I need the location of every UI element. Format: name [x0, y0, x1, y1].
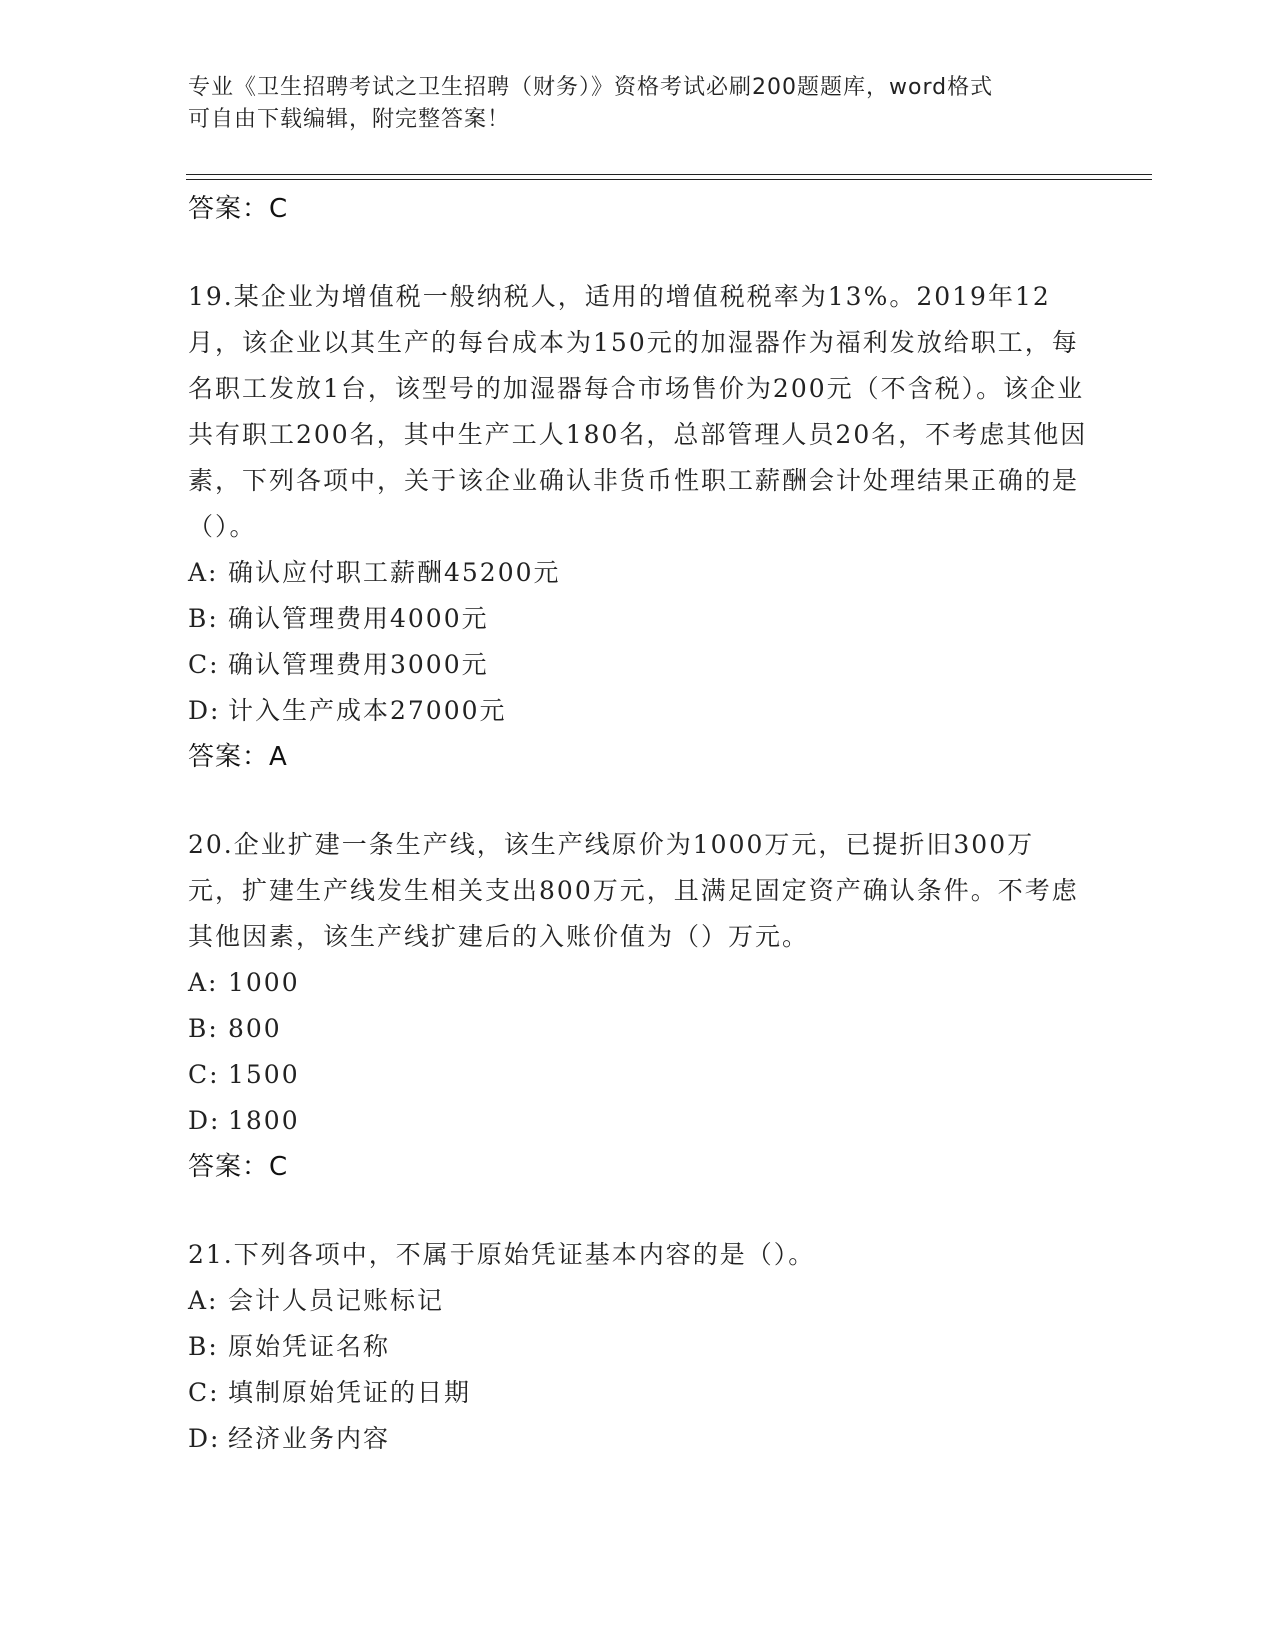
option-a [188, 550, 1088, 596]
answer-line: 答案：C [188, 194, 289, 224]
option-text: 原始凭证名称 [228, 1332, 391, 1361]
option-c [188, 1370, 1088, 1416]
question-block [188, 274, 1088, 780]
header-line-1: 专业《卫生招聘考试之卫生招聘（财务）》资格考试必刷200题题库，word格式 [188, 75, 994, 100]
option-key: C: [188, 650, 220, 679]
option-key: D: [188, 1106, 221, 1135]
option-a [188, 960, 1088, 1006]
option-b [188, 596, 1088, 642]
option-text: 会计人员记账标记 [228, 1286, 445, 1315]
option-key: C: [188, 1060, 220, 1089]
option-text: 确认应付职工薪酬45200元 [228, 558, 561, 587]
option-d [188, 688, 1088, 734]
option-text: 经济业务内容 [228, 1424, 391, 1453]
question-block [188, 1232, 1088, 1462]
option-text: 填制原始凭证的日期 [228, 1378, 472, 1407]
option-key: B: [188, 1332, 219, 1361]
document-body [188, 186, 1088, 1462]
option-text: 800 [228, 1014, 282, 1043]
option-text: 1800 [228, 1106, 300, 1135]
option-key: A: [188, 1286, 219, 1315]
option-text: 1000 [228, 968, 300, 997]
answer-line: 答案：A [188, 742, 288, 772]
document-header [188, 72, 1088, 136]
option-text: 1500 [228, 1060, 300, 1089]
option-key: D: [188, 1424, 221, 1453]
option-d [188, 1416, 1088, 1462]
spacer [188, 780, 1088, 822]
option-b [188, 1006, 1088, 1052]
spacer [188, 232, 1088, 274]
option-a [188, 1278, 1088, 1324]
option-d [188, 1098, 1088, 1144]
option-key: C: [188, 1378, 220, 1407]
option-b [188, 1324, 1088, 1370]
option-c [188, 1052, 1088, 1098]
question-stem: 19.某企业为增值税一般纳税人，适用的增值税税率为13%。2019年12月，该企业以其生产的每台成本为150元的加湿器作为福利发放给职工，每名职工发放1台，该型号的加湿器每合市场售价为200元（不含税）。该企业共有职工200名，其中生产工人180名，总部管理人员20名，不考虑其他因素，下列各项中，关于该企业确认非货币性职工薪酬会计处理结果正确的是（）。 [188, 282, 1088, 541]
option-key: B: [188, 604, 219, 633]
spacer [188, 1190, 1088, 1232]
option-key: D: [188, 696, 221, 725]
question-stem: 21.下列各项中，不属于原始凭证基本内容的是（）。 [188, 1240, 816, 1269]
option-key: B: [188, 1014, 219, 1043]
option-key: A: [188, 558, 219, 587]
option-key: A: [188, 968, 219, 997]
answer-line: 答案：C [188, 1152, 289, 1182]
option-text: 确认管理费用3000元 [228, 650, 489, 679]
header-line-2: 可自由下载编辑，附完整答案！ [188, 107, 511, 132]
option-c [188, 642, 1088, 688]
question-block [188, 822, 1088, 1190]
header-divider [186, 174, 1152, 180]
option-text: 计入生产成本27000元 [228, 696, 507, 725]
question-stem: 20.企业扩建一条生产线，该生产线原价为1000万元，已提折旧300万元，扩建生产线发生相关支出800万元，且满足固定资产确认条件。不考虑其他因素，该生产线扩建后的入账价值为（）万元。 [188, 830, 1079, 951]
option-text: 确认管理费用4000元 [228, 604, 489, 633]
